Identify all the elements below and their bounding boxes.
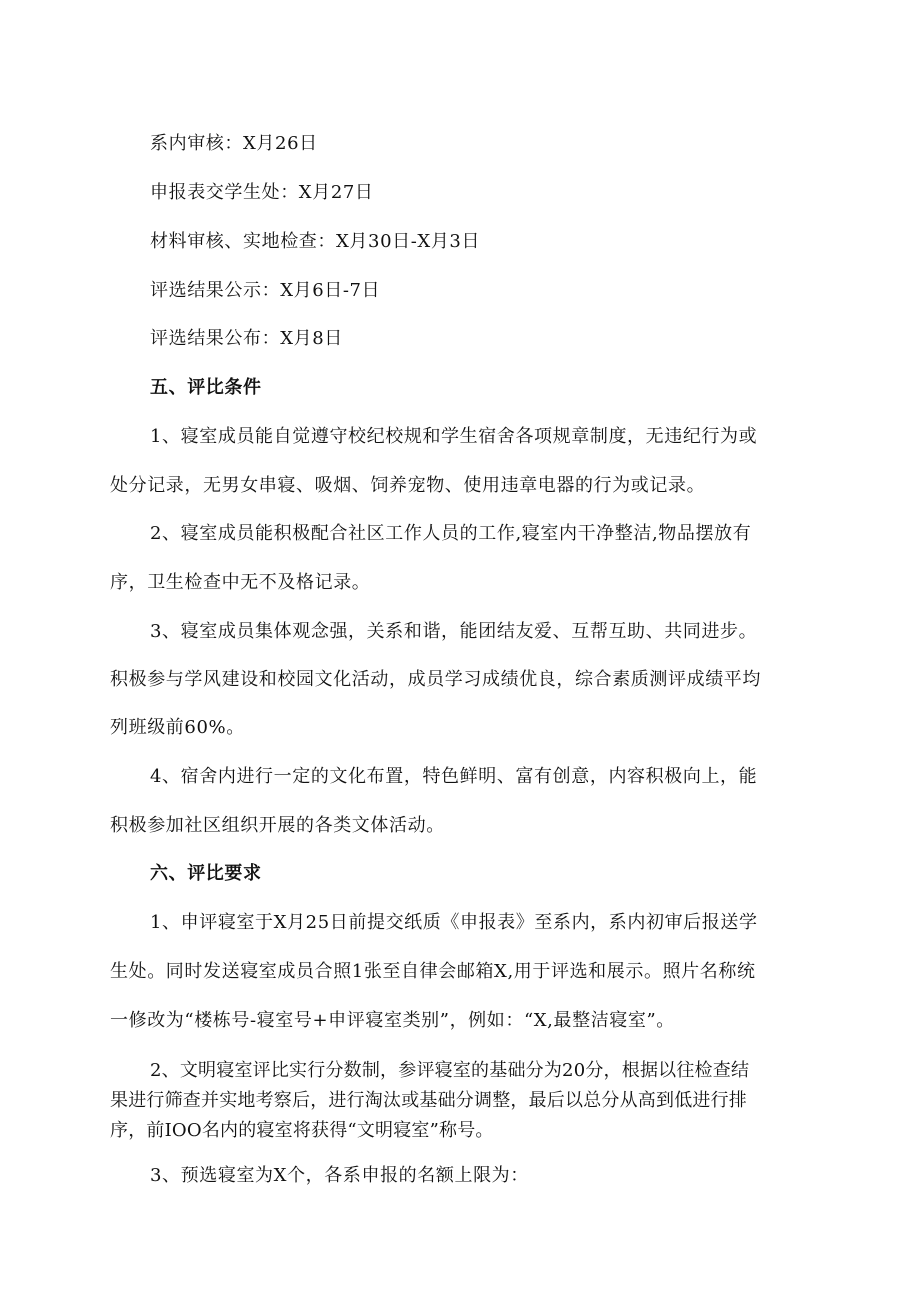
section5-item3-line1: 3、寝室成员集体观念强，关系和谐，能团结友爱、互帮互助、共同进步。 [150, 621, 758, 642]
section5-item1-line1: 1、寝室成员能自觉遵守校纪校规和学生宿舍各项规章制度，无违纪行为或 [150, 426, 758, 447]
section5-item4-line1: 4、宿舍内进行一定的文化布置，特色鲜明、富有创意，内容积极向上，能 [150, 766, 758, 787]
schedule-result-publicity: 评选结果公示：X月6日-7日 [150, 280, 381, 301]
section6-item2-line1: 2、文明寝室评比实行分数制，参评寝室的基础分为20分，根据以往检查结 [150, 1060, 750, 1081]
schedule-result-announcement: 评选结果公布：X月8日 [150, 328, 343, 349]
section5-heading: 五、评比条件 [150, 377, 262, 398]
section6-heading: 六、评比要求 [150, 863, 262, 884]
section6-item2-line3: 序，前IOO名内的寝室将获得“文明寝室”称号。 [110, 1120, 494, 1141]
section5-item3-line2: 积极参与学风建设和校园文化活动，成员学习成绩优良，综合素质测评成绩平均 [110, 669, 761, 690]
section5-item2-line1: 2、寝室成员能积极配合社区工作人员的工作,寝室内干净整洁,物品摆放有 [150, 523, 752, 544]
section5-item1-line2: 处分记录，无男女串寝、吸烟、饲养宠物、使用违章电器的行为或记录。 [110, 475, 706, 496]
section6-item2-line2: 果进行筛查并实地考察后，进行淘汰或基础分调整，最后以总分从高到低进行排 [110, 1090, 747, 1111]
schedule-dept-review: 系内审核：X月26日 [150, 133, 318, 154]
section6-item3-line1: 3、预选寝室为X个，各系申报的名额上限为： [150, 1165, 529, 1186]
section5-item2-line2: 序，卫生检查中无不及格记录。 [110, 572, 371, 593]
section5-item3-line3: 列班级前60%。 [110, 717, 245, 738]
schedule-submit-form: 申报表交学生处：X月27日 [150, 182, 374, 203]
section6-item1-line3: 一修改为“楼栋号-寝室号+申评寝室类别”，例如：“X,最整洁寝室”。 [110, 1010, 675, 1031]
schedule-material-review: 材料审核、实地检查：X月30日-X月3日 [150, 231, 481, 252]
section5-item4-line2: 积极参加社区组织开展的各类文体活动。 [110, 815, 445, 836]
section6-item1-line1: 1、申评寝室于X月25日前提交纸质《申报表》至系内，系内初审后报送学 [150, 912, 758, 933]
section6-item1-line2: 生处。同时发送寝室成员合照1张至自律会邮箱X,用于评选和展示。照片名称统 [110, 961, 756, 982]
